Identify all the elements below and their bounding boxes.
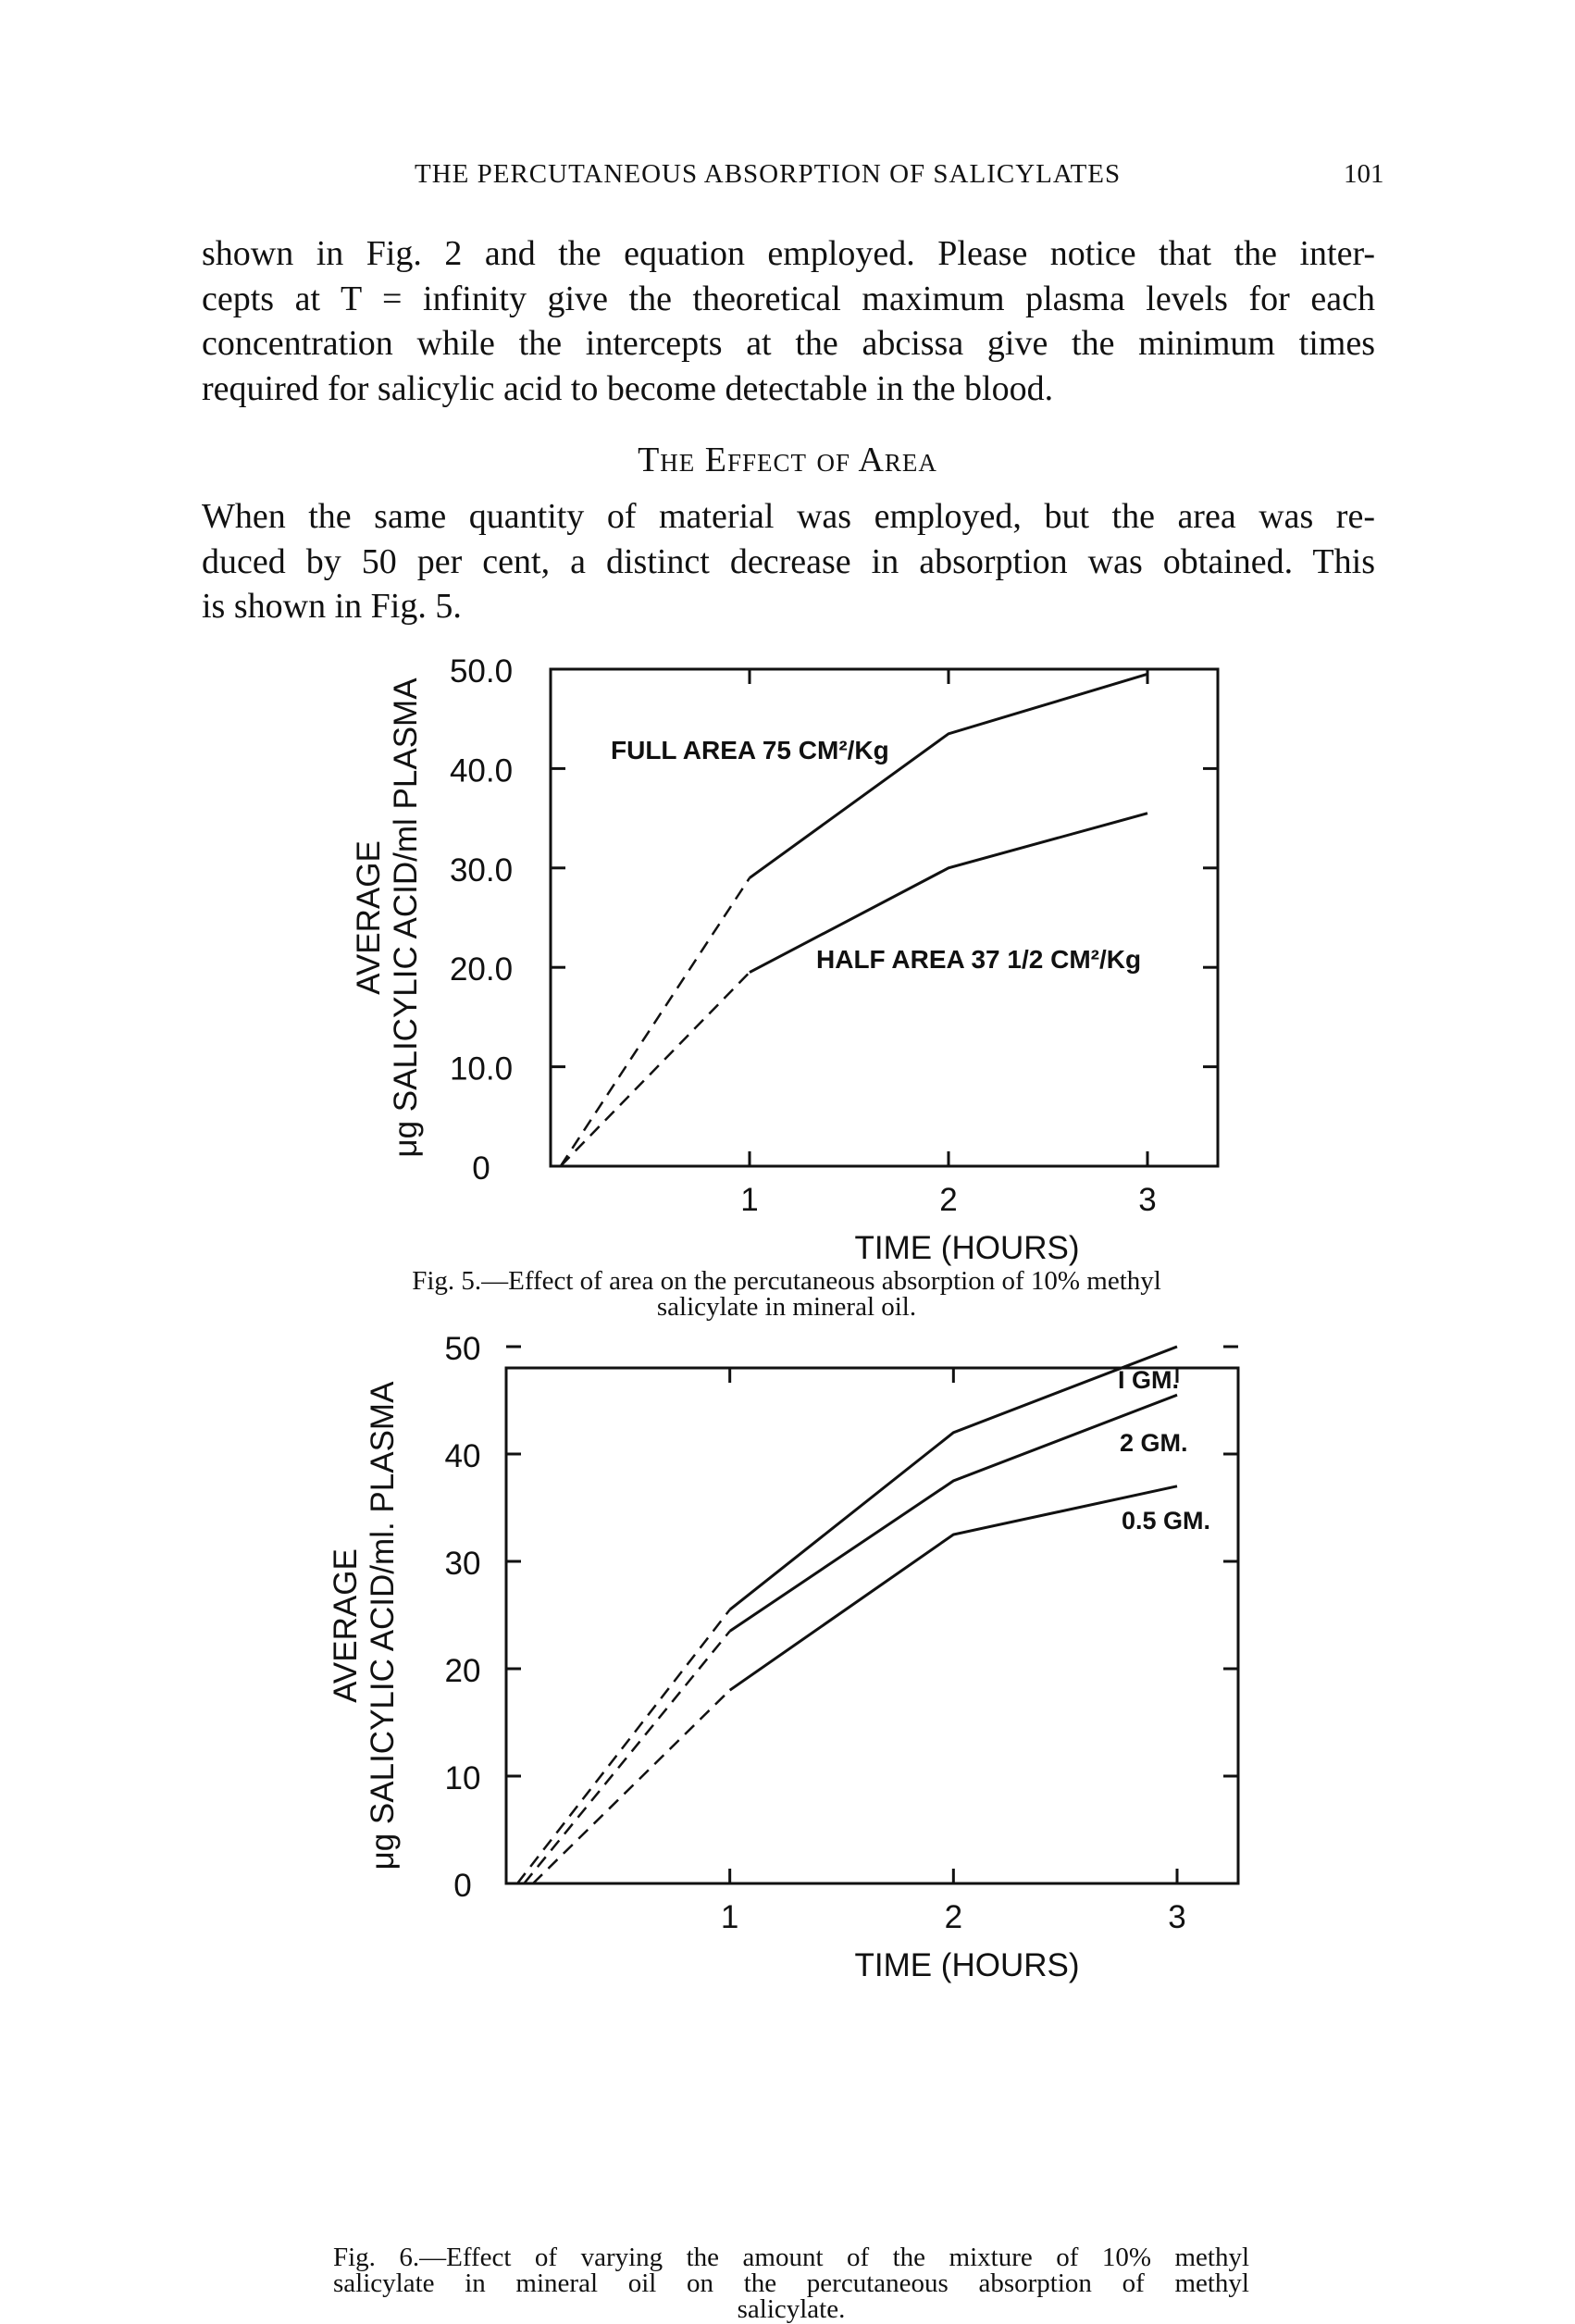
series-extrapolation-line: [533, 1690, 730, 1883]
series-extrapolation-line: [561, 973, 750, 1166]
paragraph-line: duced by 50 per cent, a distinct decrease in absorption was obtained. This: [202, 541, 1375, 581]
y-axis-label: μg SALICYLIC ACID/ml PLASMA: [388, 677, 424, 1158]
caption-line: salicylate in mineral oil on the percutaneous absorption of methyl: [333, 2268, 1249, 2298]
series-label: HALF AREA 37 1/2 CM²/Kg: [816, 945, 1142, 974]
figure-6-caption: [333, 2244, 1249, 2322]
y-tick-label: 40: [444, 1438, 481, 1474]
series-line: [730, 1347, 1177, 1609]
y-tick-label: 0: [453, 1868, 472, 1904]
running-head: THE PERCUTANEOUS ABSORPTION OF SALICYLATES: [415, 159, 1122, 189]
x-tick-label: 1: [740, 1182, 759, 1218]
caption-line: salicylate.: [737, 2294, 846, 2324]
paragraph-line: cepts at T = infinity give the theoretical maximum plasma levels for each: [202, 279, 1375, 318]
x-axis-label: TIME (HOURS): [854, 1947, 1080, 1983]
y-tick-label: 30.0: [449, 851, 514, 889]
y-tick-label: 40.0: [449, 752, 514, 789]
plot-frame: [506, 1368, 1238, 1883]
x-axis-label: TIME (HOURS): [854, 1230, 1080, 1266]
figure-5-caption: [342, 1268, 1231, 1320]
paragraph-line: concentration while the intercepts at the abcissa give the minimum times: [202, 324, 1375, 363]
paragraph-line: When the same quantity of material was employed, but the area was re-: [202, 497, 1375, 536]
x-tick-label: 3: [1168, 1899, 1186, 1935]
paragraph-line: shown in Fig. 2 and the equation employed. Please notice that the inter-: [202, 234, 1375, 273]
y-tick-label: 30: [444, 1546, 481, 1582]
paragraph-1: [202, 231, 1375, 411]
y-axis-label: AVERAGE: [328, 1548, 364, 1703]
caption-line: Fig. 5.—Effect of area on the percutaneous absorption of 10% methyl: [412, 1266, 1161, 1296]
paragraph-2: [202, 494, 1375, 629]
series-label: I GM.: [1118, 1366, 1179, 1394]
caption-line: salicylate in mineral oil.: [656, 1292, 917, 1322]
x-tick-label: 1: [720, 1899, 739, 1935]
caption-line: Fig. 6.—Effect of varying the amount of the mixture of 10% methyl: [333, 2243, 1249, 2272]
x-tick-label: 2: [944, 1899, 963, 1935]
series-extrapolation-line: [561, 878, 750, 1166]
page-number: 101: [1344, 159, 1384, 189]
x-tick-label: 2: [939, 1182, 958, 1218]
series-extrapolation-line: [524, 1631, 729, 1883]
section-heading: The Effect of Area: [638, 441, 937, 479]
y-tick-label: 20: [444, 1653, 481, 1689]
y-tick-label: 20.0: [449, 951, 514, 988]
y-tick-label: 50.0: [449, 653, 514, 690]
series-line: [750, 814, 1147, 973]
y-tick-label: 50: [444, 1331, 481, 1367]
series-line: [730, 1486, 1177, 1690]
y-tick-label: 10.0: [449, 1050, 514, 1087]
series-label: 2 GM.: [1120, 1429, 1188, 1457]
y-axis-label: μg SALICYLIC ACID/ml. PLASMA: [365, 1381, 401, 1870]
series-label: 0.5 GM.: [1122, 1507, 1211, 1535]
y-axis-label: AVERAGE: [351, 840, 387, 995]
series-line: [750, 674, 1147, 877]
paragraph-line: is shown in Fig. 5.: [202, 587, 462, 626]
paragraph-line: required for salicylic acid to become detectable in the blood.: [202, 368, 1054, 408]
plot-frame: [551, 669, 1218, 1166]
series-line: [730, 1395, 1177, 1631]
series-extrapolation-line: [517, 1609, 730, 1883]
y-tick-label: 0: [472, 1150, 490, 1187]
series-label: FULL AREA 75 CM²/Kg: [611, 736, 889, 764]
y-tick-label: 10: [444, 1760, 481, 1796]
x-tick-label: 3: [1138, 1182, 1157, 1218]
